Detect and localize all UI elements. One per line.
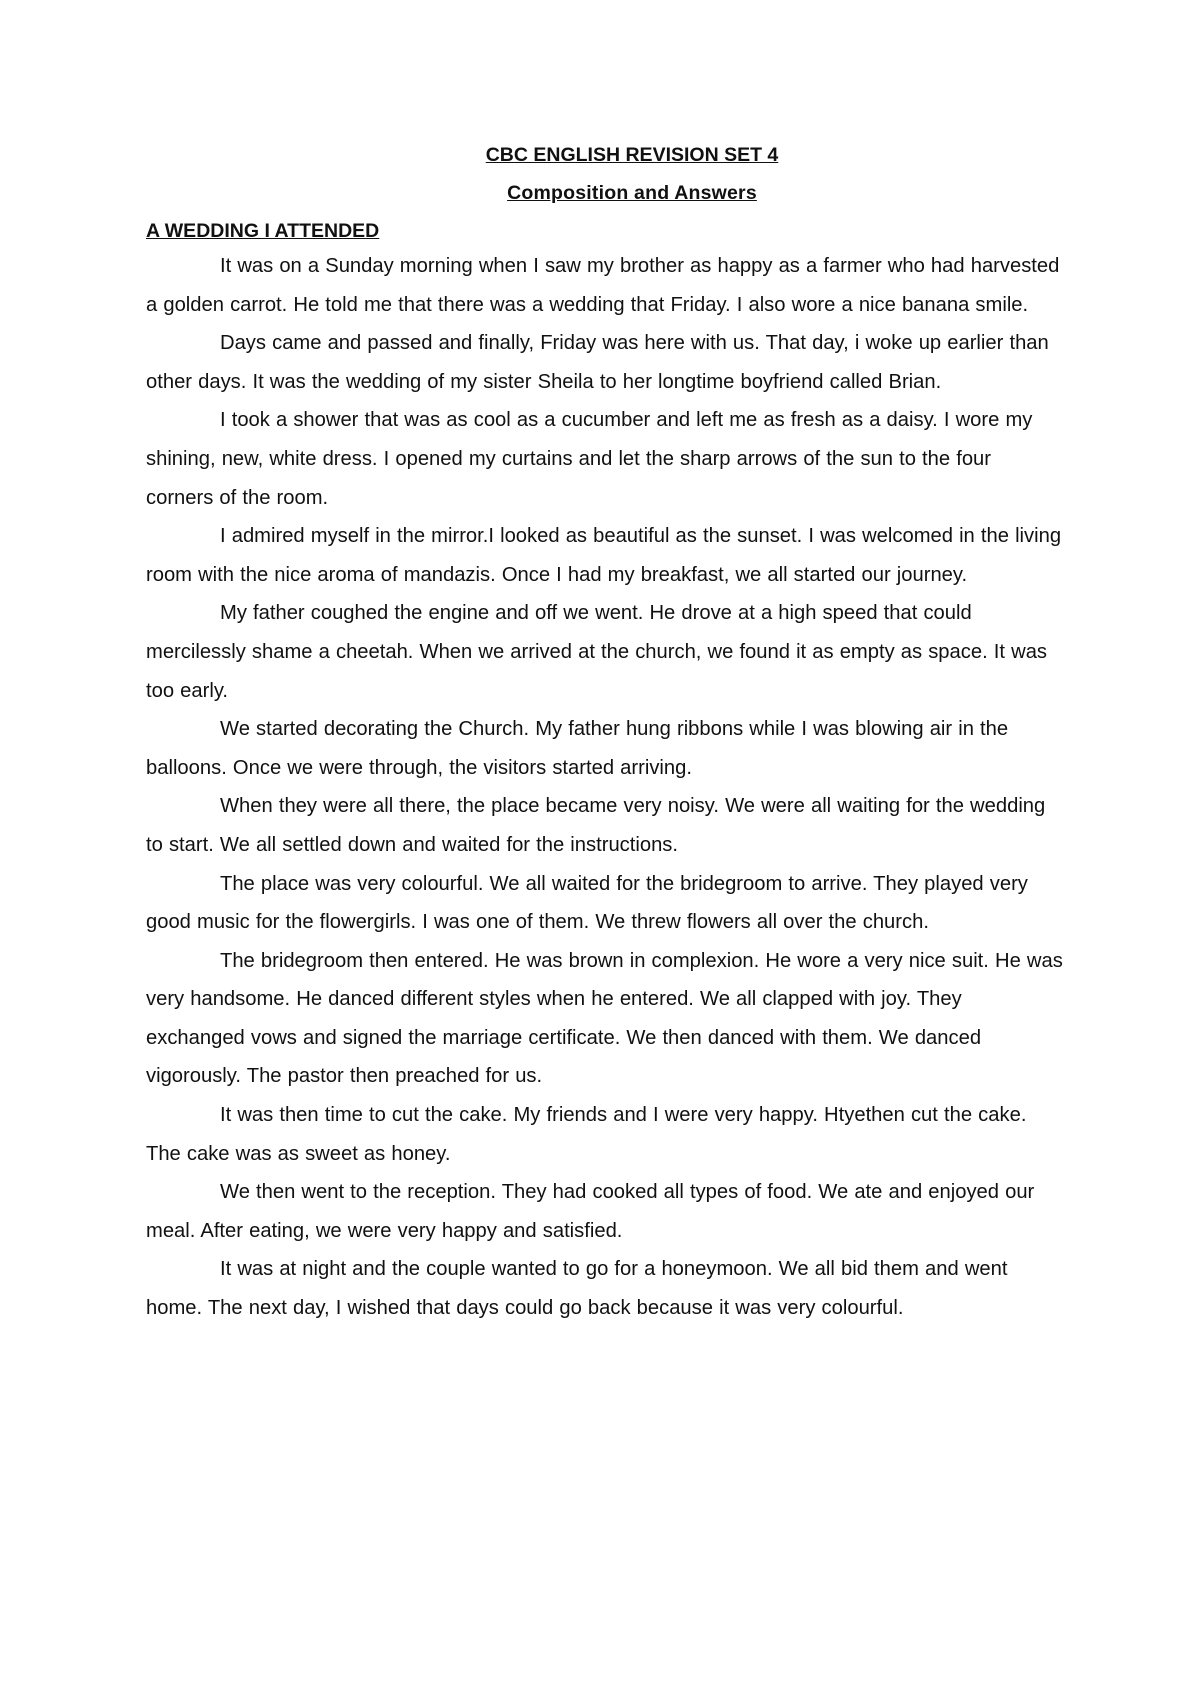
paragraph: We then went to the reception. They had cooked all types of food. We ate and enjoyed our meal. After eating, we were very happy and satisfied. bbox=[146, 1181, 1035, 1242]
paragraph: It was on a Sunday morning when I saw my brother as happy as a farmer who had harvested a golden carrot. He told me that there was a wedding that Friday. I also wore a nice banana smile. bbox=[146, 255, 1060, 316]
paragraph: The place was very colourful. We all waited for the bridegroom to arrive. They played very good music for the flowergirls. I was one of them. We threw flowers all over the church. bbox=[146, 872, 1028, 934]
document-content bbox=[146, 142, 1064, 1328]
paragraph: My father coughed the engine and off we went. He drove at a high speed that could mercilessly shame a cheetah. When we arrived at the church, we found it as empty as space. It was too early. bbox=[146, 602, 1048, 702]
composition-body bbox=[146, 247, 1064, 1328]
paragraph: The bridegroom then entered. He was brown in complexion. He wore a very nice suit. He was very handsome. He danced different styles when he entered. We all clapped with joy. They exchanged vows and signed the marriage certificate. We then danced with them. We danced vigorously. The pastor then preached for us. bbox=[146, 949, 1063, 1088]
document-subtitle: Composition and Answers bbox=[507, 182, 757, 204]
paragraph: We started decorating the Church. My father hung ribbons while I was blowing air in the balloons. Once we were through, the visitors started arriving. bbox=[146, 718, 1009, 779]
paragraph: It was then time to cut the cake. My friends and I were very happy. Htyethen cut the cake. The cake was as sweet as honey. bbox=[146, 1104, 1027, 1165]
paragraph: When they were all there, the place became very noisy. We were all waiting for the wedding to start. We all settled down and waited for the instructions. bbox=[146, 795, 1046, 856]
paragraph: I took a shower that was as cool as a cucumber and left me as fresh as a daisy. I wore my shining, new, white dress. I opened my curtains and let the sharp arrows of the sun to the four corners of the room. bbox=[146, 409, 1033, 509]
paragraph: It was at night and the couple wanted to go for a honeymoon. We all bid them and went home. The next day, I wished that days could go back because it was very colourful. bbox=[146, 1258, 1008, 1320]
paragraph: I admired myself in the mirror.I looked as beautiful as the sunset. I was welcomed in the living room with the nice aroma of mandazis. Once I had my breakfast, we all started our journey. bbox=[146, 525, 1062, 586]
document-title: CBC ENGLISH REVISION SET 4 bbox=[485, 144, 779, 166]
composition-heading: A WEDDING I ATTENDED bbox=[146, 220, 380, 242]
paragraph: Days came and passed and finally, Friday was here with us. That day, i woke up earlier than other days. It was the wedding of my sister Sheila to her longtime boyfriend called Brian. bbox=[146, 332, 1049, 393]
